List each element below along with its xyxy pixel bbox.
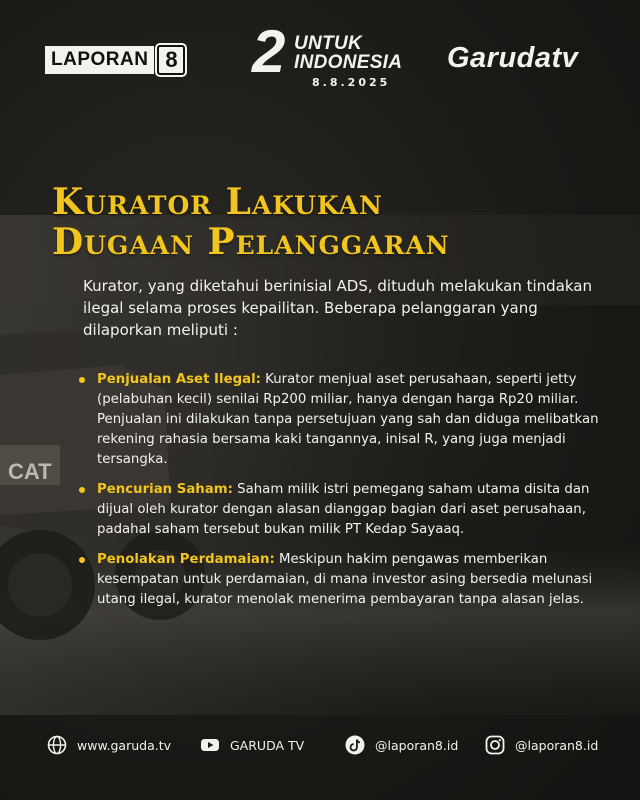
garudatv-logo: Garudatv <box>447 42 579 74</box>
bullet-dot-icon <box>79 487 85 493</box>
bullet-text: Kurator menjual aset perusahaan, seperti jetty (pelabuhan kecil) senilai Rp200 miliar, hanya dengan harga Rp20 miliar. Penjualan ini dilakukan tanpa persetujuan yang sah dan diduga melibatkan rekening rahasia bersama kaki tangannya, inisal R, yang juga menjadi tersangka. <box>97 372 599 467</box>
list-item <box>76 550 616 610</box>
footer-tiktok[interactable] <box>345 728 458 762</box>
bullet-text: Meskipun hakim pengawas memberikan kesempatan untuk perdamaian, di mana investor asing bersedia melunasi utang ilegal, kurator menolak menerima pembayaran tanpa alasan jelas. <box>97 552 593 607</box>
anniversary-number: 2 <box>252 18 286 85</box>
bullet-term: Pencurian Saham: <box>97 482 233 497</box>
list-item <box>76 480 616 540</box>
tiktok-icon <box>345 735 365 755</box>
bullet-text: Saham milik istri pemegang saham utama disita dan dijual oleh kurator dengan alasan dianggap bagian dari aset perusahaan, padahal saham tersebut bukan milik PT Kedap Sayaaq. <box>97 482 590 537</box>
footer-tiktok-label: @laporan8.id <box>375 737 459 753</box>
globe-icon <box>47 735 67 755</box>
laporan8-logo-word: LAPORAN <box>45 46 154 74</box>
truck-label: CAT <box>8 459 52 484</box>
header <box>0 18 640 98</box>
anniversary-line2: INDONESIA <box>294 52 403 73</box>
instagram-icon <box>485 735 505 755</box>
footer-instagram[interactable] <box>485 728 598 762</box>
title-line1: Kurator Lakukan <box>52 181 383 223</box>
footer-website[interactable] <box>47 728 171 762</box>
anniversary-line1: UNTUK <box>294 33 362 54</box>
intro-paragraph: Kurator, yang diketahui berinisial ADS, dituduh melakukan tindakan ilegal selama proses kepailitan. Beberapa pelanggaran yang dilaporkan meliputi : <box>83 277 593 339</box>
footer-website-label: www.garuda.tv <box>77 737 172 753</box>
page-title <box>52 182 612 262</box>
footer-youtube[interactable] <box>200 728 304 762</box>
footer-instagram-label: @laporan8.id <box>515 737 599 753</box>
footer-youtube-label: GARUDA TV <box>230 737 305 753</box>
anniversary-date: 8.8.2025 <box>312 76 391 89</box>
list-item <box>76 370 616 470</box>
youtube-icon <box>200 735 220 755</box>
bullet-dot-icon <box>79 557 85 563</box>
laporan8-logo <box>45 46 185 74</box>
bullet-term: Penjualan Aset Ilegal: <box>97 372 261 387</box>
laporan8-logo-number: 8 <box>157 45 185 75</box>
footer <box>0 728 640 762</box>
bullet-dot-icon <box>79 377 85 383</box>
title-line2: Dugaan Pelanggaran <box>52 221 450 263</box>
bullet-term: Penolakan Perdamaian: <box>97 552 275 567</box>
anniversary-logo <box>252 18 403 98</box>
violation-list <box>76 370 616 620</box>
